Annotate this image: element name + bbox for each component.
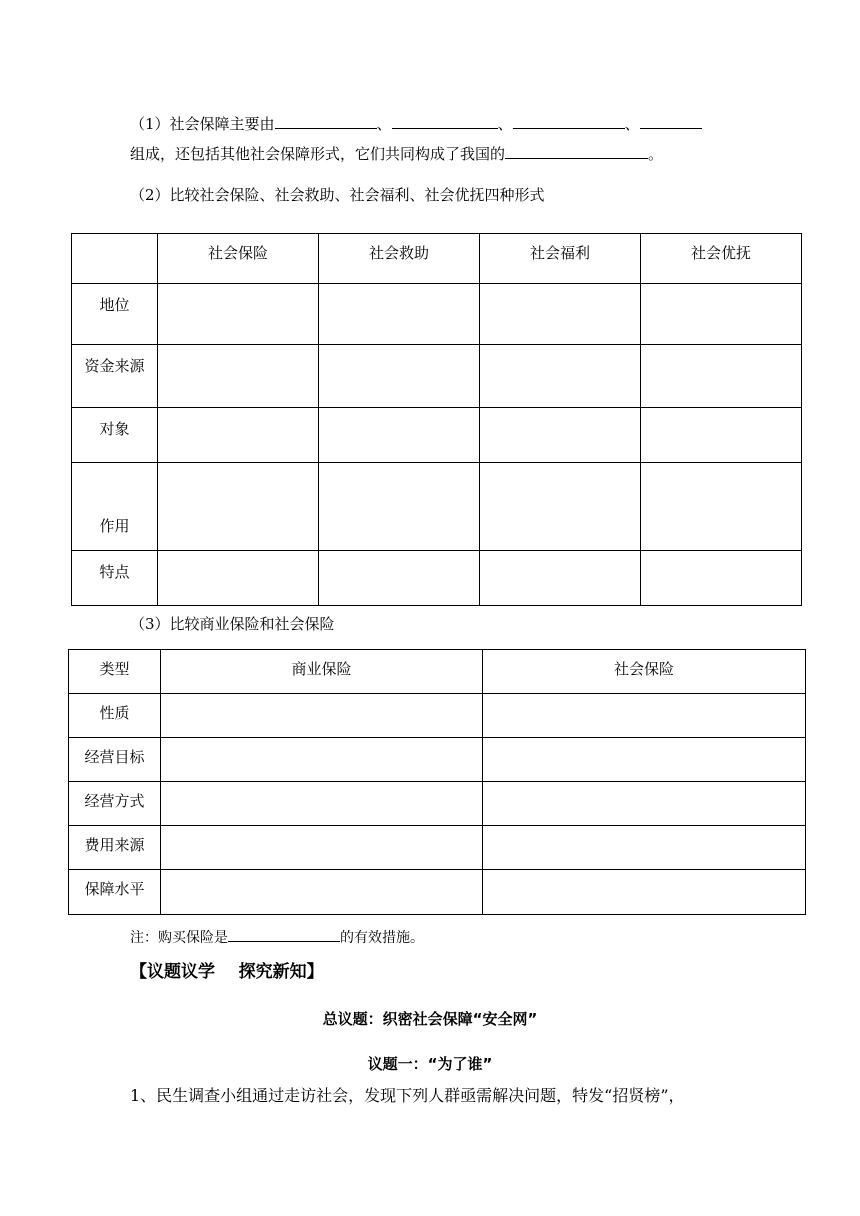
q1-text-a: （1）社会保障主要由 bbox=[130, 115, 275, 133]
q1-blank-3[interactable] bbox=[513, 112, 625, 129]
column-header: 商业保险 bbox=[161, 650, 483, 694]
row-label: 经营目标 bbox=[69, 738, 161, 782]
topic-one: 议题一：“为了谁” bbox=[367, 1055, 493, 1073]
q1-sep-3: 、 bbox=[624, 115, 640, 133]
answer-cell[interactable] bbox=[319, 463, 480, 551]
q1-blank-4[interactable] bbox=[640, 112, 702, 129]
row-label: 费用来源 bbox=[69, 826, 161, 870]
answer-cell[interactable] bbox=[483, 826, 806, 870]
q2-title: （2）比较社会保险、社会救助、社会福利、社会优抚四种形式 bbox=[130, 186, 545, 204]
answer-cell[interactable] bbox=[641, 463, 802, 551]
answer-cell[interactable] bbox=[641, 408, 802, 463]
answer-cell[interactable] bbox=[483, 782, 806, 826]
answer-cell[interactable] bbox=[158, 284, 319, 345]
answer-cell[interactable] bbox=[641, 345, 802, 408]
answer-cell[interactable] bbox=[319, 284, 480, 345]
section-heading: 【议题议学 探究新知】 bbox=[130, 962, 324, 982]
answer-cell[interactable] bbox=[161, 782, 483, 826]
column-header: 社会保险 bbox=[158, 234, 319, 284]
answer-cell[interactable] bbox=[480, 408, 641, 463]
header-empty-cell bbox=[72, 234, 158, 284]
answer-cell[interactable] bbox=[319, 551, 480, 606]
comparison-table-insurance bbox=[68, 649, 806, 915]
q1-end: 。 bbox=[648, 145, 664, 163]
answer-cell[interactable] bbox=[319, 408, 480, 463]
q1-blank-5[interactable] bbox=[505, 142, 648, 159]
note-text-a: 注：购买保险是 bbox=[130, 930, 228, 946]
column-header: 社会优抚 bbox=[641, 234, 802, 284]
answer-cell[interactable] bbox=[319, 345, 480, 408]
answer-cell[interactable] bbox=[158, 345, 319, 408]
row-label: 经营方式 bbox=[69, 782, 161, 826]
answer-cell[interactable] bbox=[483, 870, 806, 915]
row-label: 对象 bbox=[72, 408, 158, 463]
answer-cell[interactable] bbox=[641, 551, 802, 606]
row-label: 保障水平 bbox=[69, 870, 161, 915]
q1-line-1 bbox=[130, 112, 702, 135]
note-text-b: 的有效措施。 bbox=[340, 930, 424, 946]
q3-title: （3）比较商业保险和社会保险 bbox=[130, 615, 335, 633]
note-line bbox=[130, 925, 424, 949]
answer-cell[interactable] bbox=[158, 408, 319, 463]
answer-cell[interactable] bbox=[483, 694, 806, 738]
answer-cell[interactable] bbox=[483, 738, 806, 782]
q1-blank-2[interactable] bbox=[392, 112, 498, 129]
q1-line-2 bbox=[130, 142, 663, 165]
note-blank[interactable] bbox=[228, 925, 340, 942]
row-label: 特点 bbox=[72, 551, 158, 606]
column-header: 社会救助 bbox=[319, 234, 480, 284]
column-header: 类型 bbox=[69, 650, 161, 694]
comparison-table-four-forms bbox=[71, 233, 802, 606]
answer-cell[interactable] bbox=[161, 694, 483, 738]
answer-cell[interactable] bbox=[161, 826, 483, 870]
column-header: 社会福利 bbox=[480, 234, 641, 284]
row-label: 资金来源 bbox=[72, 345, 158, 408]
answer-cell[interactable] bbox=[480, 345, 641, 408]
answer-cell[interactable] bbox=[480, 284, 641, 345]
q1-text-b: 组成，还包括其他社会保障形式，它们共同构成了我国的 bbox=[130, 145, 506, 163]
row-label: 作用 bbox=[72, 463, 158, 551]
answer-cell[interactable] bbox=[161, 738, 483, 782]
answer-cell[interactable] bbox=[641, 284, 802, 345]
q1-sep-2: 、 bbox=[497, 115, 513, 133]
row-label: 地位 bbox=[72, 284, 158, 345]
paragraph-1: 1、民生调查小组通过走访社会，发现下列人群亟需解决问题，特发“招贤榜”， bbox=[130, 1086, 685, 1105]
answer-cell[interactable] bbox=[480, 463, 641, 551]
answer-cell[interactable] bbox=[161, 870, 483, 915]
answer-cell[interactable] bbox=[158, 551, 319, 606]
q1-sep-1: 、 bbox=[376, 115, 392, 133]
q1-blank-1[interactable] bbox=[275, 112, 377, 129]
row-label: 性质 bbox=[69, 694, 161, 738]
main-topic: 总议题：织密社会保障“安全网” bbox=[322, 1010, 538, 1028]
answer-cell[interactable] bbox=[158, 463, 319, 551]
answer-cell[interactable] bbox=[480, 551, 641, 606]
column-header: 社会保险 bbox=[483, 650, 806, 694]
